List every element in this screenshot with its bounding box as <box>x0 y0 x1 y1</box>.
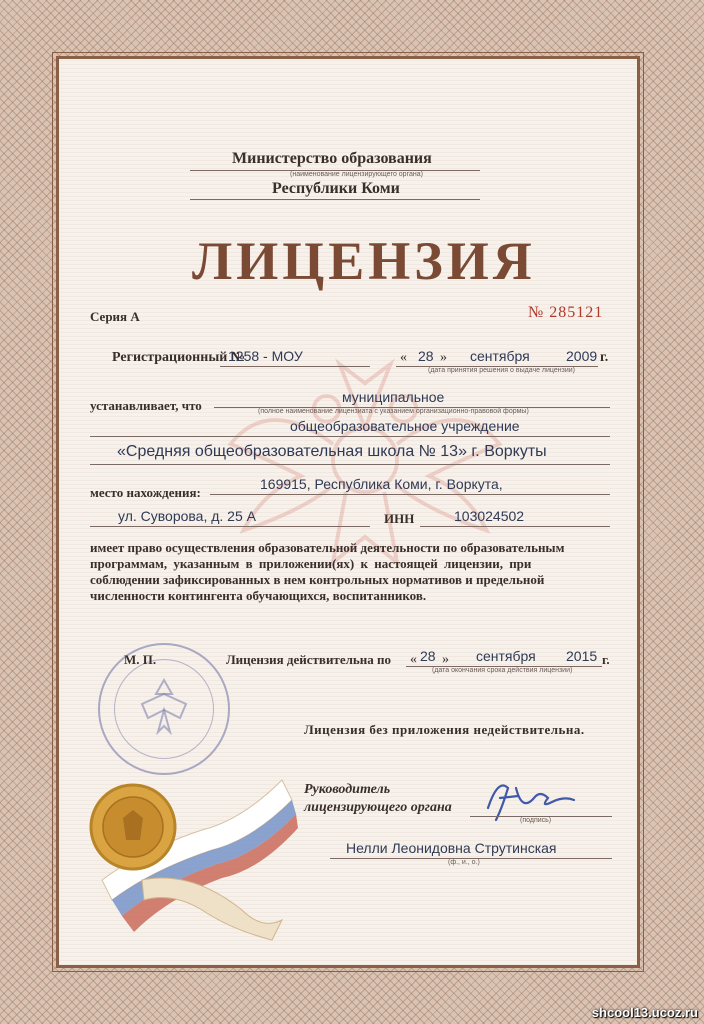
validity-quote-open: « <box>410 652 417 667</box>
wax-stamp <box>88 782 178 872</box>
registration-year: 2009 <box>566 348 598 364</box>
registration-number-underline <box>220 366 370 367</box>
registration-day: 28 <box>418 348 434 364</box>
signatory-name: Нелли Леонидовна Струтинская <box>346 840 557 856</box>
body-text-line-3: соблюдении зафиксированных в нем контрольных нормативов и предельной <box>90 572 545 587</box>
validity-label: Лицензия действительна по <box>226 652 391 667</box>
validity-day: 28 <box>420 648 436 664</box>
body-text-line-4: численности контингента обучающихся, воспитанников. <box>90 588 427 603</box>
registration-quote-close: » <box>440 350 447 365</box>
signatory-title-line-2: лицензирующего органа <box>304 800 452 815</box>
validity-notice: Лицензия без приложения недействительна. <box>304 722 585 737</box>
validity-month: сентября <box>476 648 536 664</box>
address-line-2: ул. Суворова, д. 25 А <box>118 508 256 524</box>
registration-quote-open: « <box>400 350 407 365</box>
signatory-name-hint: (ф., и., о.) <box>448 859 480 866</box>
validity-quote-close: » <box>442 652 449 667</box>
authority-hint: (наименование лицензирующего органа) <box>290 171 423 178</box>
series-label: Серия А <box>90 309 140 324</box>
mp-label: М. П. <box>124 652 157 667</box>
license-number: № 285121 <box>528 304 604 321</box>
authority-underline-2 <box>190 199 480 200</box>
validity-year-suffix: г. <box>602 652 610 667</box>
registration-date-hint: (дата принятия решения о выдаче лицензии) <box>428 367 575 374</box>
inn-underline <box>420 526 610 527</box>
authority-line-1: Министерство образования <box>232 150 432 167</box>
document-title: ЛИЦЕНЗИЯ <box>192 231 536 291</box>
address-underline-1 <box>210 494 610 495</box>
registration-month: сентября <box>470 348 530 364</box>
licensee-line-1: муниципальное <box>342 389 445 405</box>
inn-value: 103024502 <box>454 508 525 524</box>
location-label: место нахождения: <box>90 485 201 500</box>
registration-label: Регистрационный № <box>112 350 245 365</box>
body-text-line-1: имеет право осуществления образовательной деятельности по образовательным <box>90 540 565 555</box>
licensee-name-hint: (полное наименование лицензиата с указанием организационно-правовой формы) <box>258 408 529 415</box>
validity-year: 2015 <box>566 648 598 664</box>
authority-line-2: Республики Коми <box>272 180 400 197</box>
licensee-line-3: «Средняя общеобразовательная школа № 13» г. Воркуты <box>117 443 547 460</box>
validity-hint: (дата окончания срока действия лицензии) <box>432 667 573 674</box>
inn-label: ИНН <box>384 511 415 526</box>
seal-bird-icon <box>124 668 204 748</box>
signature-hint: (подпись) <box>520 817 552 824</box>
address-line-1: 169915, Республика Коми, г. Воркута, <box>260 476 503 492</box>
registration-number: 1258 - МОУ <box>228 348 303 364</box>
licensee-underline-3 <box>90 464 610 465</box>
licensee-line-2: общеобразовательное учреждение <box>290 418 520 434</box>
site-watermark: shcool13.ucoz.ru <box>591 1005 698 1020</box>
address-underline-2 <box>90 526 370 527</box>
establishes-label: устанавливает, что <box>90 398 202 413</box>
licensee-underline-2 <box>90 436 610 437</box>
signatory-title-line-1: Руководитель <box>304 782 391 797</box>
body-text-line-2: программам, указанным в приложении(ях) к настоящей лицензии, при <box>90 556 532 571</box>
registration-year-suffix: г. <box>600 350 609 365</box>
